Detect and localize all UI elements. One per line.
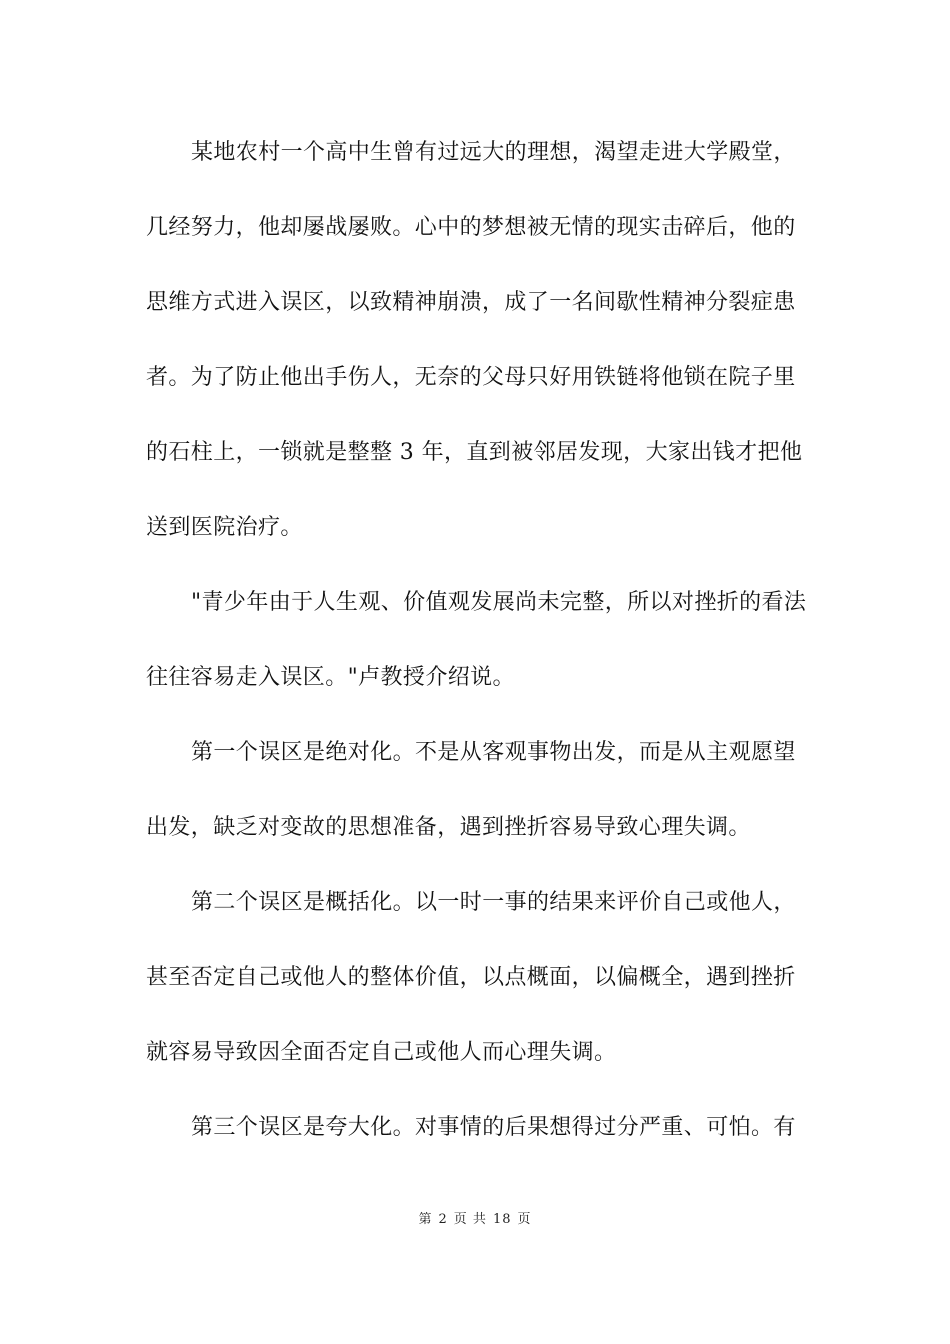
- paragraph-line: 思维方式进入误区，以致精神崩溃，成了一名间歇性精神分裂症患: [146, 290, 796, 315]
- paragraph-line: 者。为了防止他出手伤人，无奈的父母只好用铁链将他锁在院子里: [146, 365, 796, 390]
- paragraph-line: 甚至否定自己或他人的整体价值，以点概面，以偏概全，遇到挫折: [146, 965, 796, 990]
- paragraph-line: 往往容易走入误区。"卢教授介绍说。: [146, 665, 515, 690]
- paragraph-line: 的石柱上，一锁就是整整 3 年，直到被邻居发现，大家出钱才把他: [146, 440, 803, 465]
- paragraph-line: 第二个误区是概括化。以一时一事的结果来评价自己或他人，: [191, 890, 796, 915]
- footer-middle: 页 共: [453, 1212, 487, 1227]
- paragraph-line: 就容易导致因全面否定自己或他人而心理失调。: [146, 1040, 617, 1065]
- footer-suffix: 页: [517, 1212, 532, 1227]
- footer-prefix: 第: [418, 1212, 433, 1227]
- paragraph-line: "青少年由于人生观、价值观发展尚未完整，所以对挫折的看法: [191, 590, 807, 615]
- page-footer: [0, 1208, 950, 1227]
- paragraph-line: 出发，缺乏对变故的思想准备，遇到挫折容易导致心理失调。: [146, 815, 751, 840]
- paragraph-line: 送到医院治疗。: [146, 515, 303, 540]
- footer-current-page: 2: [438, 1212, 448, 1227]
- paragraph-line: 第三个误区是夸大化。对事情的后果想得过分严重、可怕。有: [191, 1115, 796, 1140]
- paragraph-line: 某地农村一个高中生曾有过远大的理想，渴望走进大学殿堂，: [191, 140, 796, 165]
- paragraph-line: 几经努力，他却屡战屡败。心中的梦想被无情的现实击碎后，他的: [146, 215, 796, 240]
- body-text: [146, 126, 810, 1176]
- paragraph-line: 第一个误区是绝对化。不是从客观事物出发，而是从主观愿望: [191, 740, 796, 765]
- footer-total-pages: 18: [492, 1212, 512, 1227]
